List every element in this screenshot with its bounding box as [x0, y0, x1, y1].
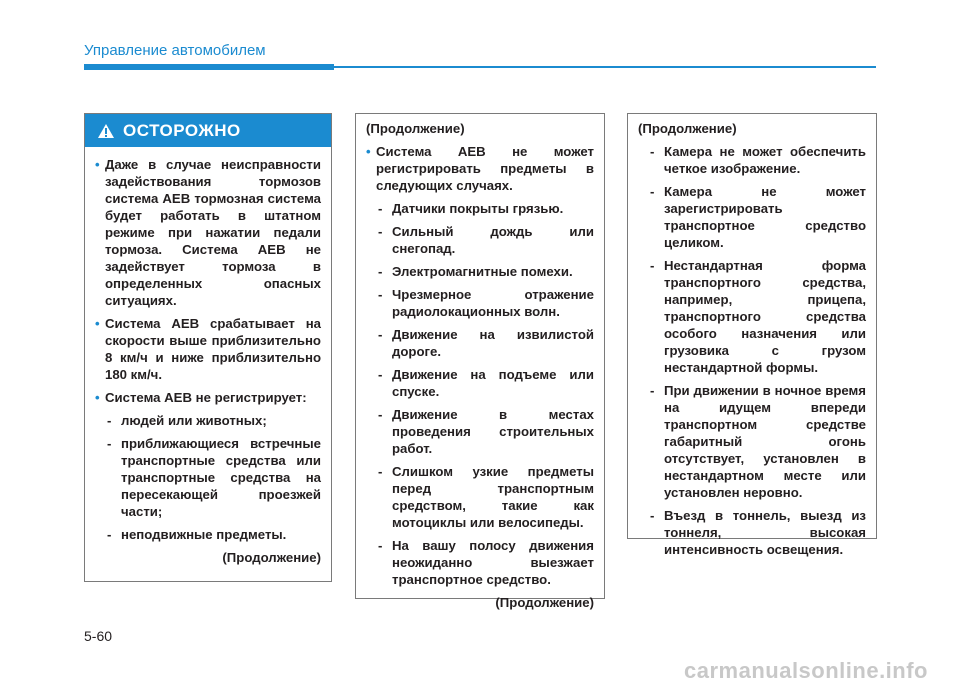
dash-mark: - — [650, 383, 655, 398]
dash-mark: - — [378, 201, 383, 216]
dash-item — [366, 223, 594, 257]
dash-text: Слишком узкие предметы перед транспортным средством, такие как мотоциклы или велосипеды. — [392, 464, 594, 530]
bullet-dot: • — [366, 144, 371, 159]
warning-title: ОСТОРОЖНО — [123, 120, 241, 140]
bullet-item — [95, 389, 321, 406]
bullet-item — [95, 315, 321, 383]
warning-header — [85, 114, 331, 147]
bullet-item — [366, 143, 594, 194]
dash-item — [638, 507, 866, 558]
dash-text: При движении в ночное время на идущем впереди транспортном средстве габаритный огонь отсутствует, установлен в нестандартном месте или установлен неровно. — [664, 383, 866, 500]
dash-item — [638, 382, 866, 501]
dash-text: Датчики покрыты грязью. — [392, 201, 564, 216]
dash-mark: - — [378, 538, 383, 553]
dash-text: На вашу полосу движения неожиданно выезжает транспортное средство. — [392, 538, 594, 587]
box-content — [356, 114, 604, 611]
dash-text: Въезд в тоннель, выезд из тоннеля, высокая интенсивность освещения. — [664, 508, 866, 557]
dash-text: Движение на извилистой дороге. — [392, 327, 594, 359]
dash-mark: - — [650, 508, 655, 523]
bullet-text: Система AEB срабатывает на скорости выше приблизительно 8 км/ч и ниже приблизительно 180 км/ч. — [105, 316, 321, 382]
dash-item — [638, 183, 866, 251]
header-rule-thin — [334, 66, 876, 68]
continued-box-1 — [355, 113, 605, 610]
dash-mark: - — [107, 527, 112, 542]
dash-text: Чрезмерное отражение радиолокационных волн. — [392, 287, 594, 319]
continued-box-2 — [627, 113, 877, 557]
dash-text: приближающиеся встречные транспортные средства или транспортные средства на пересекающей проезжей части; — [121, 436, 321, 519]
dash-mark: - — [650, 144, 655, 159]
dash-mark: - — [378, 407, 383, 422]
dash-item — [366, 463, 594, 531]
continued-heading: (Продолжение) — [638, 121, 737, 136]
dash-text: неподвижные предметы. — [121, 527, 287, 542]
box-content — [628, 114, 876, 558]
dash-text: Движение на подъеме или спуске. — [392, 367, 594, 399]
bullet-dot: • — [95, 316, 100, 331]
dash-item — [366, 537, 594, 588]
dash-text: людей или животных; — [121, 413, 267, 428]
dash-mark: - — [107, 413, 112, 428]
dash-mark: - — [650, 258, 655, 273]
section-title: Управление автомобилем — [84, 42, 266, 59]
continued-heading: (Продолжение) — [366, 121, 465, 136]
continued-label: (Продолжение) — [495, 595, 594, 610]
dash-mark: - — [378, 287, 383, 302]
dash-mark: - — [378, 367, 383, 382]
warning-box — [84, 113, 332, 582]
watermark: carmanualsonline.info — [684, 658, 928, 683]
page-number: 5-60 — [84, 628, 113, 644]
dash-item — [366, 406, 594, 457]
dash-text: Движение в местах проведения строительных работ. — [392, 407, 594, 456]
dash-text: Камера не может зарегистрировать транспортное средство целиком. — [664, 184, 866, 250]
bullet-text: Даже в случае неисправности задействования тормозов система AEB тормозная система будет работать в штатном режиме при нажатии педали тормоза. Система AEB не задействует тормоза в определенных опасных ситуациях. — [105, 157, 321, 308]
dash-item — [95, 435, 321, 520]
dash-item — [366, 200, 594, 217]
dash-item — [638, 257, 866, 376]
dash-item — [366, 286, 594, 320]
dash-text: Сильный дождь или снегопад. — [392, 224, 594, 256]
dash-mark: - — [378, 224, 383, 239]
warning-content — [85, 147, 331, 566]
bullet-item — [95, 156, 321, 309]
bullet-dot: • — [95, 390, 100, 405]
bullet-text: Система AEB не регистрирует: — [105, 390, 307, 405]
dash-mark: - — [378, 327, 383, 342]
dash-text: Электромагнитные помехи. — [392, 264, 573, 279]
dash-text: Нестандартная форма транспортного средства, например, прицепа, транспортного средства особого назначения или грузовика с грузом нестандартной формы. — [664, 258, 866, 375]
header-rule-thick — [84, 64, 334, 70]
dash-item — [366, 326, 594, 360]
bullet-dot: • — [95, 157, 100, 172]
dash-item — [366, 263, 594, 280]
warning-triangle-icon — [97, 123, 115, 139]
dash-mark: - — [378, 464, 383, 479]
dash-mark: - — [378, 264, 383, 279]
dash-mark: - — [650, 184, 655, 199]
dash-mark: - — [107, 436, 112, 451]
dash-text: Камера не может обеспечить четкое изображение. — [664, 144, 866, 176]
dash-item — [366, 366, 594, 400]
dash-item — [95, 526, 321, 543]
continued-label: (Продолжение) — [222, 550, 321, 565]
dash-item — [638, 143, 866, 177]
bullet-text: Система AEB не может регистрировать предметы в следующих случаях. — [376, 144, 594, 193]
dash-item — [95, 412, 321, 429]
